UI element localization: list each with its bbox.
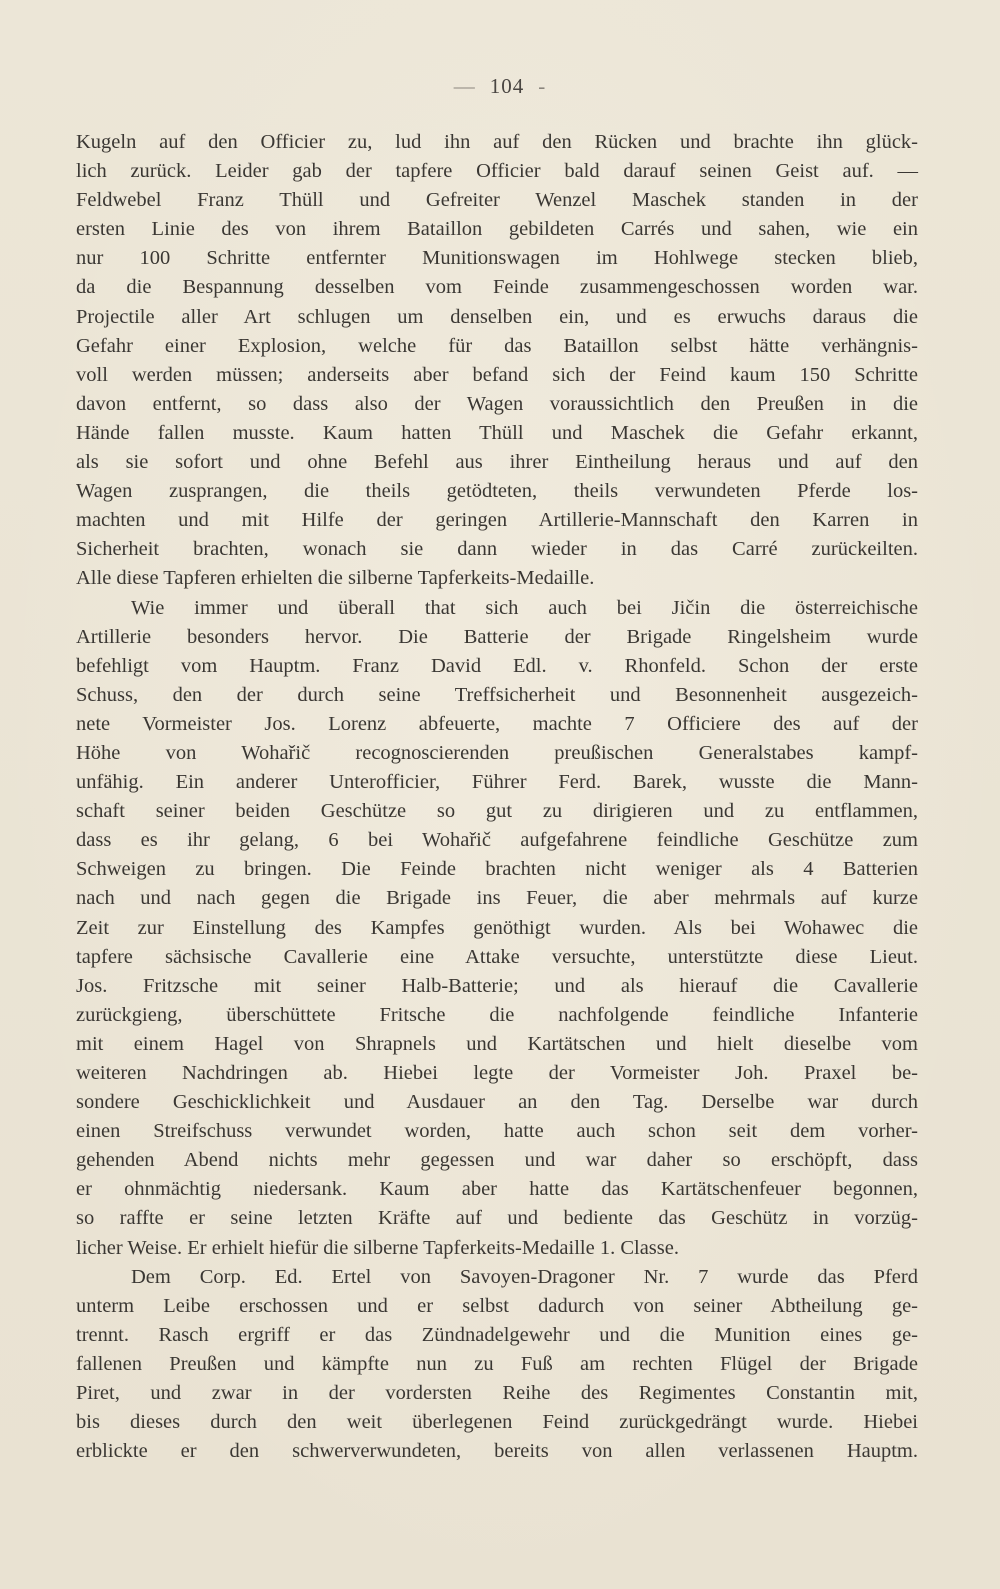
text-line: unterm Leibe erschossen und er selbst dadurch von seiner Abtheilung ge- xyxy=(76,1294,918,1317)
text-line: einen Streifschuss verwundet worden, hatte auch schon seit dem vorher- xyxy=(76,1120,918,1143)
text-line: voll werden müssen; anderseits aber befand sich der Feind kaum 150 Schritte xyxy=(76,363,918,386)
text-line: befehligt vom Hauptm. Franz David Edl. v. Rhonfeld. Schon der erste xyxy=(76,654,918,677)
text-line: lich zurück. Leider gab der tapfere Officier bald darauf seinen Geist auf. — xyxy=(76,160,918,183)
text-line: Kugeln auf den Officier zu, lud ihn auf den Rücken und brachte ihn glück- xyxy=(76,131,918,153)
text-line: Piret, und zwar in der vordersten Reihe des Regimentes Constantin mit, xyxy=(76,1382,918,1405)
text-line: Dem Corp. Ed. Ertel von Savoyen-Dragoner Nr. 7 wurde das Pferd xyxy=(131,1265,918,1288)
text-line: davon entfernt, so dass also der Wagen voraussichtlich den Preußen in die xyxy=(76,392,918,415)
text-line: tapfere sächsische Cavallerie eine Attake versuchte, unterstützte diese Lieut. xyxy=(76,945,918,968)
text-line: bis dieses durch den weit überlegenen Feind zurückgedrängt wurde. Hiebei xyxy=(76,1411,918,1434)
text-line: schaft seiner beiden Geschütze so gut zu dirigieren und zu entflammen, xyxy=(76,800,918,823)
text-line: Artillerie besonders hervor. Die Batterie der Brigade Ringelsheim wurde xyxy=(76,625,918,648)
body-text xyxy=(76,128,918,1466)
text-line: nete Vormeister Jos. Lorenz abfeuerte, machte 7 Officiere des auf der xyxy=(76,712,918,735)
text-line: licher Weise. Er erhielt hiefür die silberne Tapferkeits-Medaille 1. Classe. xyxy=(76,1236,679,1259)
text-line: ersten Linie des von ihrem Bataillon gebildeten Carrés und sahen, wie ein xyxy=(76,218,918,241)
text-line: Wie immer und überall that sich auch bei Jičin die österreichische xyxy=(131,596,918,619)
text-line: Projectile aller Art schlugen um denselben ein, und es erwuchs daraus die xyxy=(76,305,918,328)
text-line: machten und mit Hilfe der geringen Artillerie-Mannschaft den Karren in xyxy=(76,509,918,532)
text-line: gehenden Abend nichts mehr gegessen und war daher so erschöpft, dass xyxy=(76,1149,918,1172)
text-line: Wagen zusprangen, die theils getödteten, theils verwundeten Pferde los- xyxy=(76,480,918,503)
text-line: trennt. Rasch ergriff er das Zündnadelgewehr und die Munition eines ge- xyxy=(76,1323,918,1346)
text-line: weiteren Nachdringen ab. Hiebei legte der Vormeister Joh. Praxel be- xyxy=(76,1062,918,1084)
text-line: zurückgieng, überschüttete Fritsche die nachfolgende feindliche Infanterie xyxy=(76,1003,918,1026)
text-line: er ohnmächtig niedersank. Kaum aber hatte das Kartätschenfeuer begonnen, xyxy=(76,1178,918,1201)
text-line: Alle diese Tapferen erhielten die silberne Tapferkeits-Medaille. xyxy=(76,567,595,590)
header-dash-left: — xyxy=(453,74,476,98)
text-line: Schuss, den der durch seine Treffsicherheit und Besonnenheit ausgezeich- xyxy=(76,683,918,706)
text-line: fallenen Preußen und kämpfte nun zu Fuß am rechten Flügel der Brigade xyxy=(76,1352,918,1375)
text-line: Hände fallen musste. Kaum hatten Thüll und Maschek die Gefahr erkannt, xyxy=(76,421,918,444)
text-line: Zeit zur Einstellung des Kampfes genöthigt wurden. Als bei Wohawec die xyxy=(76,916,918,939)
text-line: nur 100 Schritte entfernter Munitionswagen im Hohlwege stecken blieb, xyxy=(76,247,918,270)
text-line: als sie sofort und ohne Befehl aus ihrer Eintheilung heraus und auf den xyxy=(76,451,918,474)
text-line: Feldwebel Franz Thüll und Gefreiter Wenzel Maschek standen in der xyxy=(76,189,918,212)
text-line: Sicherheit brachten, wonach sie dann wieder in das Carré zurückeilten. xyxy=(76,538,918,561)
text-line: erblickte er den schwerverwundeten, bereits von allen verlassenen Hauptm. xyxy=(76,1440,918,1463)
text-line: Höhe von Wohařič recognoscierenden preußischen Generalstabes kampf- xyxy=(76,741,918,764)
text-line: so raffte er seine letzten Kräfte auf und bediente das Geschütz in vorzüg- xyxy=(76,1207,918,1230)
header-dash-right: - xyxy=(538,74,547,98)
text-line: Schweigen zu bringen. Die Feinde brachten nicht weniger als 4 Batterien xyxy=(76,858,918,881)
text-line: nach und nach gegen die Brigade ins Feuer, die aber mehrmals auf kurze xyxy=(76,887,918,910)
text-line: Gefahr einer Explosion, welche für das Bataillon selbst hätte verhängnis- xyxy=(76,334,918,357)
text-line: sondere Geschicklichkeit und Ausdauer an den Tag. Derselbe war durch xyxy=(76,1091,918,1114)
text-line: dass es ihr gelang, 6 bei Wohařič aufgefahrene feindliche Geschütze zum xyxy=(76,829,918,852)
text-line: Jos. Fritzsche mit seiner Halb-Batterie; und als hierauf die Cavallerie xyxy=(76,974,918,997)
text-line: unfähig. Ein anderer Unterofficier, Führer Ferd. Barek, wusste die Mann- xyxy=(76,771,918,794)
page-number: 104 xyxy=(489,74,525,98)
text-line: mit einem Hagel von Shrapnels und Kartätschen und hielt dieselbe vom xyxy=(76,1032,918,1055)
page-number-header xyxy=(0,74,1000,99)
text-line: da die Bespannung desselben vom Feinde zusammengeschossen worden war. xyxy=(76,276,918,299)
